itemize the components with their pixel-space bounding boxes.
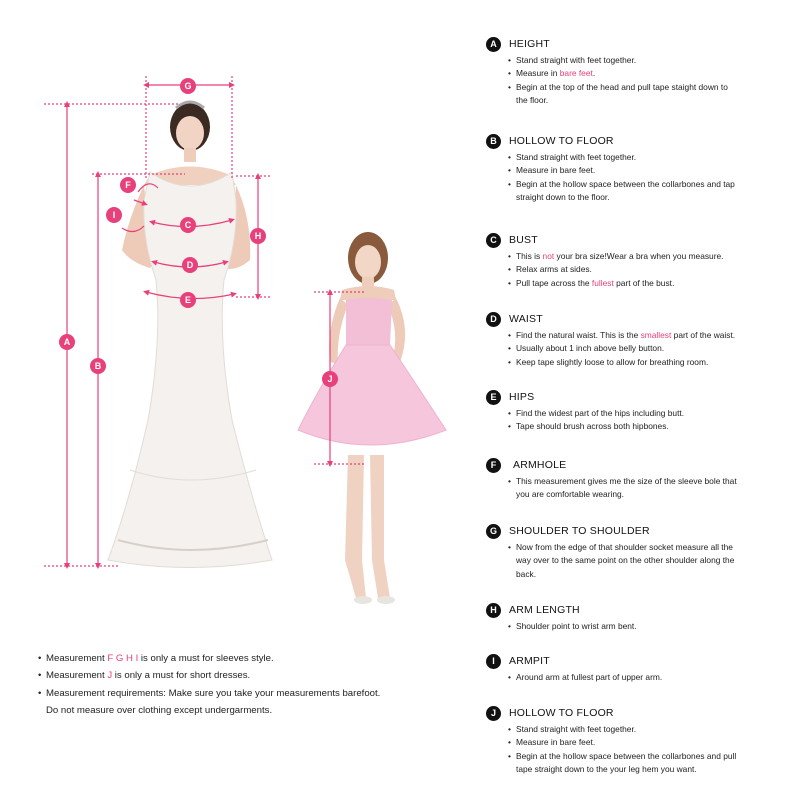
section-title: SHOULDER TO SHOULDER	[509, 525, 650, 537]
bullet-continuation: you are comfortable wearing.	[516, 489, 624, 500]
bullet: • Begin at the hollow space between the collarbones and tap	[508, 178, 786, 191]
section-title: HOLLOW TO FLOOR	[509, 135, 614, 147]
bullet: • Begin at the top of the head and pull tape staight down to	[508, 81, 786, 94]
letter-badge: I	[486, 654, 501, 669]
bullet: • Stand straight with feet together.	[508, 723, 786, 736]
badge-c	[180, 217, 196, 233]
bullet: • Measure in bare feet.	[508, 164, 786, 177]
section-hollow-to-floor	[486, 133, 786, 205]
letter-badge: E	[486, 390, 501, 405]
bullet-continuation: tape straight down to the your leg hem you want.	[516, 764, 697, 775]
section-armpit	[486, 653, 786, 684]
badge-g	[180, 78, 196, 94]
measurement-notes	[38, 650, 458, 720]
letter-badge: J	[486, 706, 501, 721]
bullet: • Shoulder point to wrist arm bent.	[508, 620, 786, 633]
letter-badge: B	[486, 134, 501, 149]
section-title: ARMPIT	[509, 655, 550, 667]
bullet: • Tape should brush across both hipbones.	[508, 420, 786, 433]
badge-e	[180, 292, 196, 308]
bullet: • Keep tape slightly loose to allow for breathing room.	[508, 356, 786, 369]
bullet-continuation: the floor.	[516, 95, 549, 106]
section-title: HIPS	[509, 391, 535, 403]
section-armhole	[486, 457, 786, 502]
bride-figure	[108, 102, 272, 568]
bullet: • This is not your bra size!Wear a bra when you measure.	[508, 250, 786, 263]
bullet: • Measure in bare feet.	[508, 736, 786, 749]
bullet: • Usually about 1 inch above belly button.	[508, 342, 786, 355]
svg-text:D: D	[186, 260, 194, 270]
section-waist	[486, 311, 786, 369]
letter-badge: F	[486, 458, 501, 473]
svg-text:J: J	[327, 374, 333, 384]
svg-text:A: A	[63, 337, 71, 347]
bullet: • Stand straight with feet together.	[508, 151, 786, 164]
bullet: • Stand straight with feet together.	[508, 54, 786, 67]
letter-badge: G	[486, 524, 501, 539]
svg-text:B: B	[94, 361, 102, 371]
svg-text:F: F	[125, 180, 131, 190]
section-arm-length	[486, 602, 786, 633]
badge-d	[182, 257, 198, 273]
figures-svg	[0, 0, 470, 640]
letter-badge: A	[486, 37, 501, 52]
section-title: HOLLOW TO FLOOR	[509, 707, 614, 719]
bullet-continuation: back.	[516, 568, 537, 579]
section-bust	[486, 232, 786, 290]
section-hollow-to-floor-short	[486, 705, 786, 777]
bullet: • Around arm at fullest part of upper arm.	[508, 671, 786, 684]
bullet: • Now from the edge of that shoulder socket measure all the	[508, 541, 786, 554]
svg-text:I: I	[112, 210, 116, 220]
badge-b	[90, 358, 106, 374]
svg-text:E: E	[184, 295, 192, 305]
bullet: • Relax arms at sides.	[508, 263, 786, 276]
bullet: • Find the natural waist. This is the smallest part of the waist.	[508, 329, 786, 342]
bullet: • This measurement gives me the size of the sleeve bole that	[508, 475, 786, 488]
note-requirements: • Measurement requirements: Make sure you take your measurements barefoot.	[38, 685, 458, 702]
section-hips	[486, 389, 786, 434]
letter-badge: C	[486, 233, 501, 248]
letter-badge: H	[486, 603, 501, 618]
note-short-dresses: • Measurement J is only a must for short dresses.	[38, 667, 458, 684]
bullet-continuation: way over to the same point on the other shoulder along the	[516, 555, 735, 566]
section-title: BUST	[509, 234, 538, 246]
short-dress-figure	[298, 232, 446, 604]
note-requirements-cont: Do not measure over clothing except undergarments.	[46, 705, 273, 717]
letter-badge: D	[486, 312, 501, 327]
badge-a	[59, 334, 75, 350]
bullet: • Find the widest part of the hips including butt.	[508, 407, 786, 420]
section-title: ARMHOLE	[513, 459, 567, 471]
svg-text:C: C	[184, 220, 192, 230]
section-title: WAIST	[509, 313, 543, 325]
measurement-diagram	[0, 0, 470, 640]
svg-text:G: G	[184, 81, 192, 91]
note-sleeves: • Measurement F G H I is only a must for sleeves style.	[38, 650, 458, 667]
bullet: • Begin at the hollow space between the collarbones and pull	[508, 750, 786, 763]
section-title: ARM LENGTH	[509, 604, 580, 616]
section-title: HEIGHT	[509, 38, 550, 50]
badge-f	[120, 177, 136, 193]
svg-text:H: H	[254, 231, 262, 241]
bullet: • Pull tape across the fullest part of the bust.	[508, 277, 786, 290]
bullet: • Measure in bare feet.	[508, 67, 786, 80]
badge-h	[250, 228, 266, 244]
section-height	[486, 36, 786, 108]
bullet-continuation: straight down to the floor.	[516, 192, 610, 203]
badge-i	[106, 207, 122, 223]
badge-j	[322, 371, 338, 387]
section-shoulder-to-shoulder	[486, 523, 786, 581]
